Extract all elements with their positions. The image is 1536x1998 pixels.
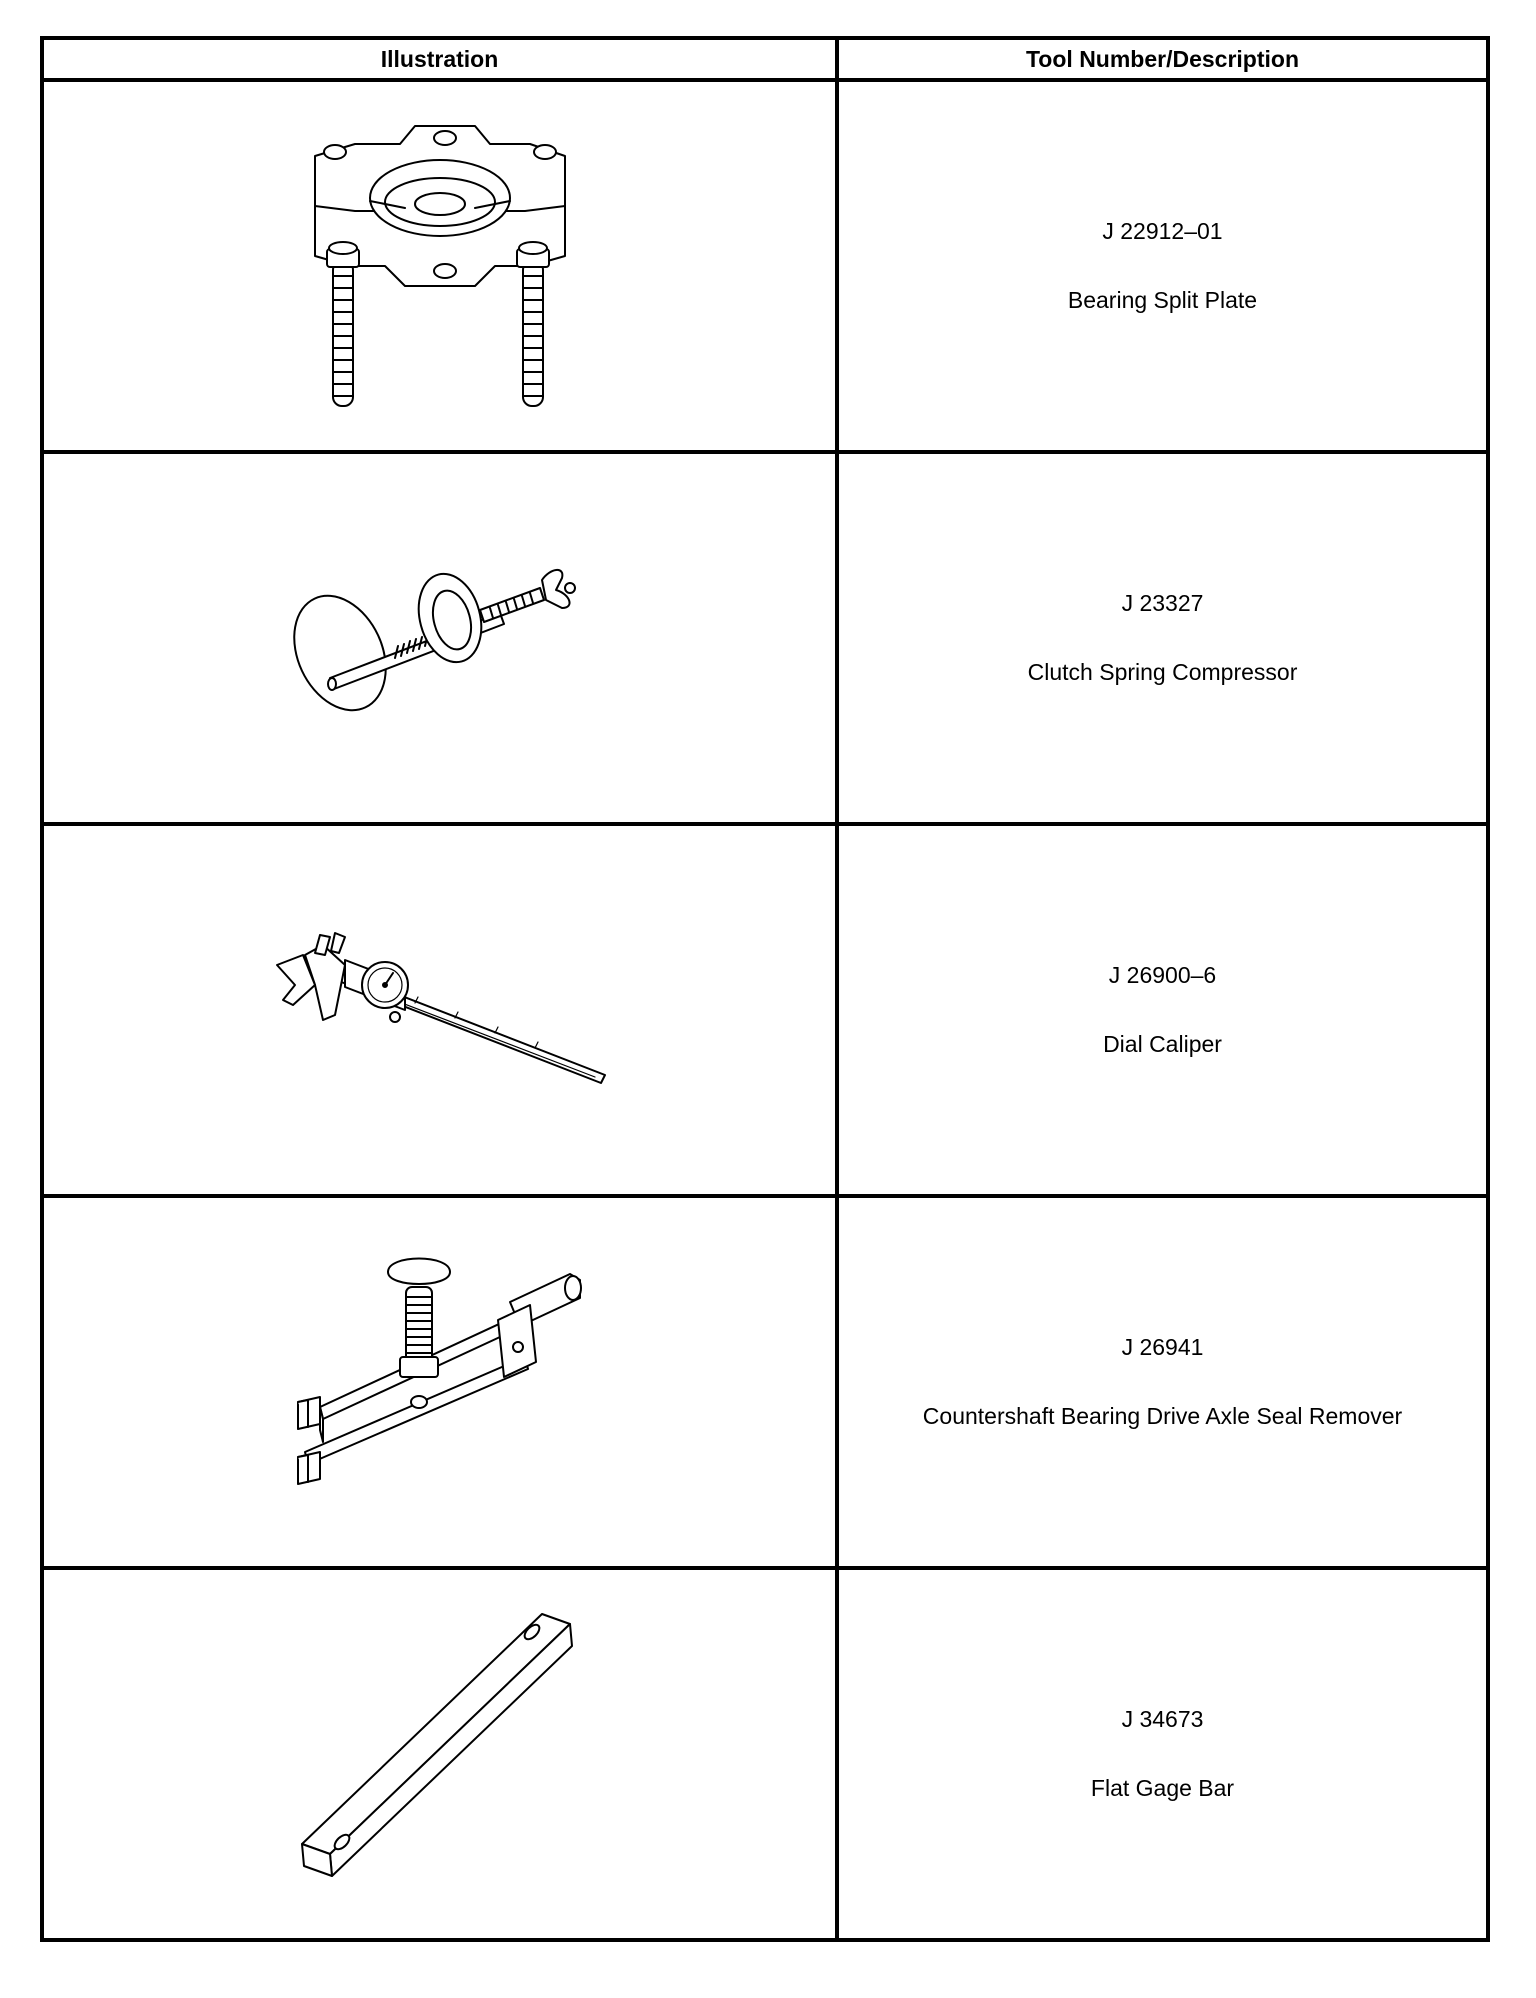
tool-number: J 26900–6 bbox=[1108, 962, 1217, 988]
illustration-cell bbox=[42, 452, 837, 824]
table-row bbox=[42, 452, 1488, 824]
tool-description: Flat Gage Bar bbox=[1090, 1775, 1235, 1801]
tool-description: Bearing Split Plate bbox=[1067, 287, 1258, 313]
tool-cell bbox=[837, 1196, 1488, 1568]
tool-number: J 22912–01 bbox=[1102, 218, 1223, 244]
illustration-cell bbox=[42, 1196, 837, 1568]
tool-table bbox=[40, 36, 1490, 1942]
header-row bbox=[42, 38, 1488, 80]
illustration-cell bbox=[42, 824, 837, 1196]
tool-number: J 26941 bbox=[1121, 1334, 1204, 1360]
tool-cell bbox=[837, 824, 1488, 1196]
clutch-spring-compressor-icon bbox=[280, 538, 600, 738]
tool-number: J 23327 bbox=[1121, 590, 1204, 616]
illustration-cell bbox=[42, 80, 837, 452]
seal-remover-icon bbox=[280, 1252, 600, 1512]
illustration-cell bbox=[42, 1568, 837, 1940]
tool-cell bbox=[837, 452, 1488, 824]
bearing-split-plate-icon bbox=[295, 116, 585, 416]
tool-cell bbox=[837, 1568, 1488, 1940]
tool-description: Countershaft Bearing Drive Axle Seal Remover bbox=[922, 1403, 1403, 1429]
table-row bbox=[42, 80, 1488, 452]
table-row bbox=[42, 1568, 1488, 1940]
table-row bbox=[42, 1196, 1488, 1568]
tool-cell bbox=[837, 80, 1488, 452]
flat-gage-bar-icon bbox=[280, 1604, 600, 1904]
header-illustration: Illustration bbox=[42, 38, 837, 80]
dial-caliper-icon bbox=[275, 925, 605, 1095]
header-tool-number-description: Tool Number/Description bbox=[837, 38, 1488, 80]
tool-number: J 34673 bbox=[1121, 1706, 1204, 1732]
table-row bbox=[42, 824, 1488, 1196]
tool-description: Clutch Spring Compressor bbox=[1027, 659, 1298, 685]
tool-description: Dial Caliper bbox=[1103, 1031, 1222, 1057]
